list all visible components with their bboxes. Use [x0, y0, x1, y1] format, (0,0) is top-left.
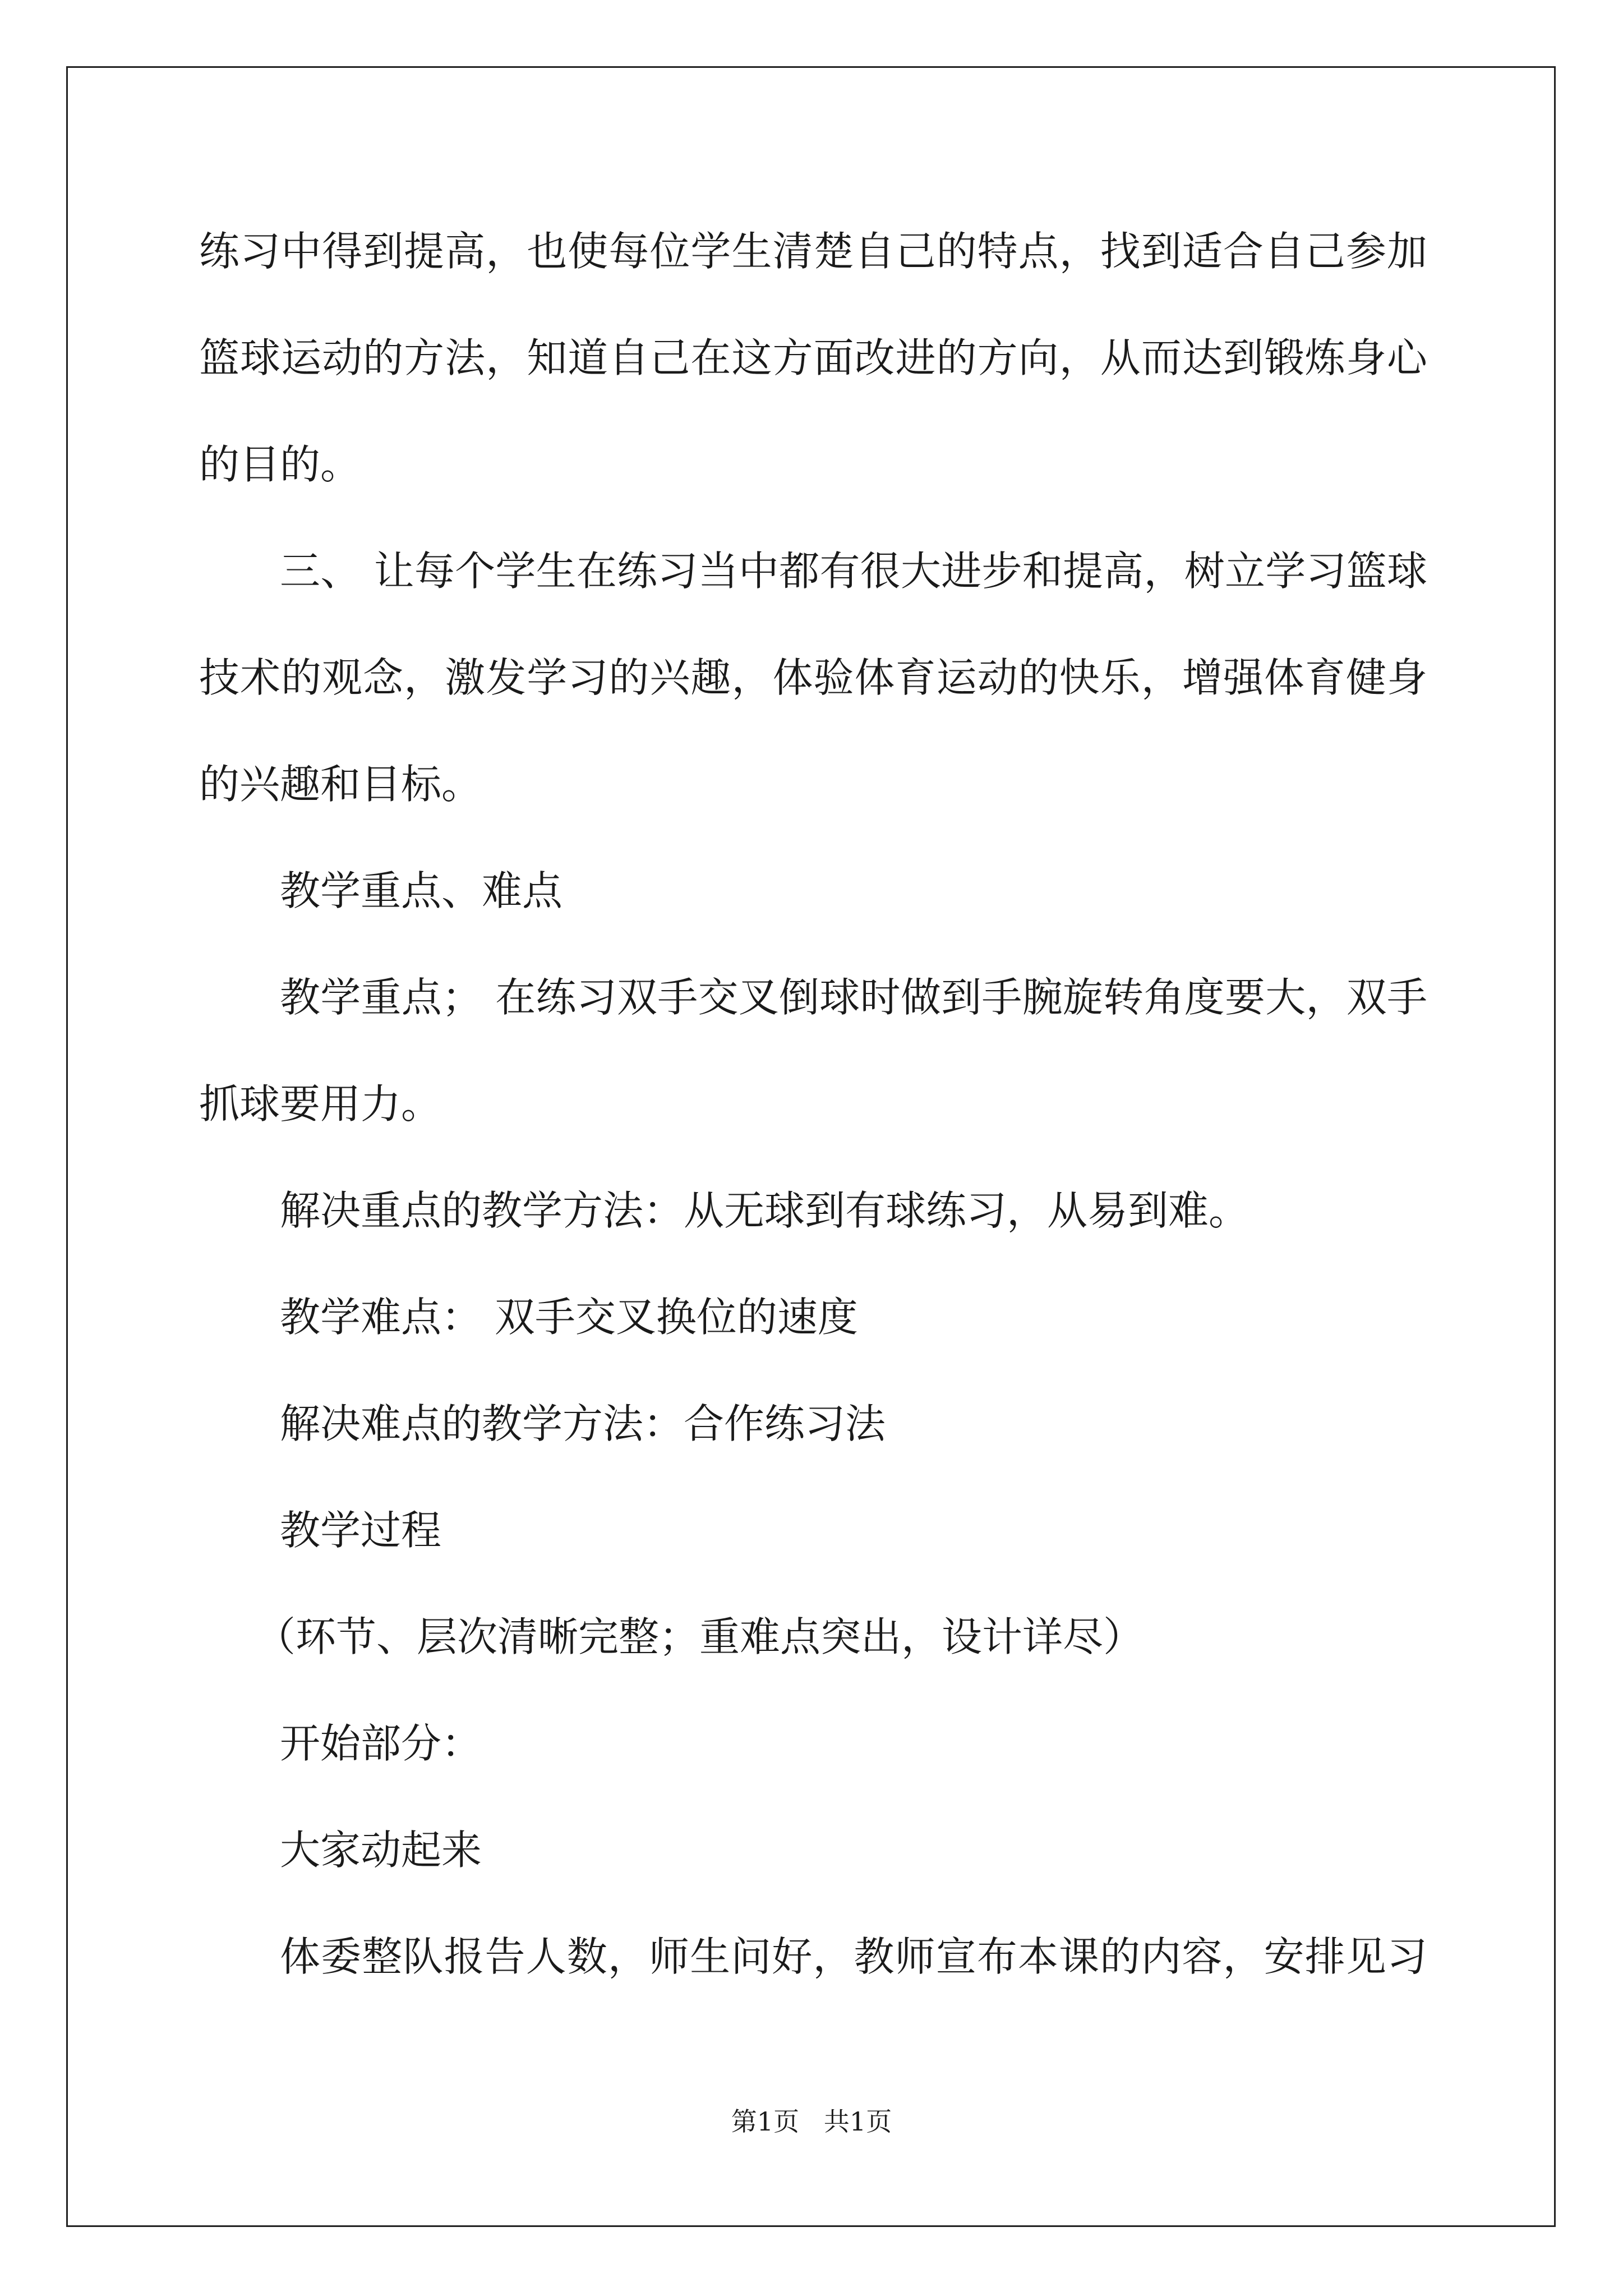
text-line-15: 开始部分：	[280, 1720, 482, 1767]
text-line-14: （环节、层次清晰完整；重难点突出，设计详尽）	[255, 1613, 1144, 1660]
section-heading-key-points: 教学重点、难点	[280, 867, 563, 914]
text-line-11: 教学难点： 双手交叉换位的速度	[280, 1294, 858, 1341]
text-line-4: 三、 让每个学生在练习当中都有很大进步和提高，树立学习篮球	[280, 547, 1427, 595]
text-line-1: 练习中得到提高，也使每位学生清楚自己的特点，找到适合自己参加	[199, 228, 1427, 275]
text-line-9: 抓球要用力。	[199, 1080, 442, 1128]
text-line-17: 体委整队报告人数，师生问好，教师宣布本课的内容，安排见习	[280, 1933, 1427, 1980]
page-number-footer: 第1页 共1页	[731, 2106, 892, 2137]
text-line-8: 教学重点； 在练习双手交叉倒球时做到手腕旋转角度要大，双手	[280, 974, 1427, 1021]
text-line-3: 的目的。	[199, 441, 361, 488]
text-line-6: 的兴趣和目标。	[199, 761, 482, 808]
text-line-5: 技术的观念，激发学习的兴趣，体验体育运动的快乐，增强体育健身	[199, 654, 1427, 701]
text-line-12: 解决难点的教学方法：合作练习法	[280, 1400, 886, 1447]
section-heading-process: 教学过程	[280, 1507, 442, 1554]
text-line-2: 篮球运动的方法，知道自己在这方面改进的方向，从而达到锻炼身心	[199, 334, 1427, 381]
text-line-10: 解决重点的教学方法：从无球到有球练习，从易到难。	[280, 1187, 1249, 1234]
text-line-16: 大家动起来	[280, 1826, 482, 1874]
page-frame	[66, 66, 1556, 2227]
